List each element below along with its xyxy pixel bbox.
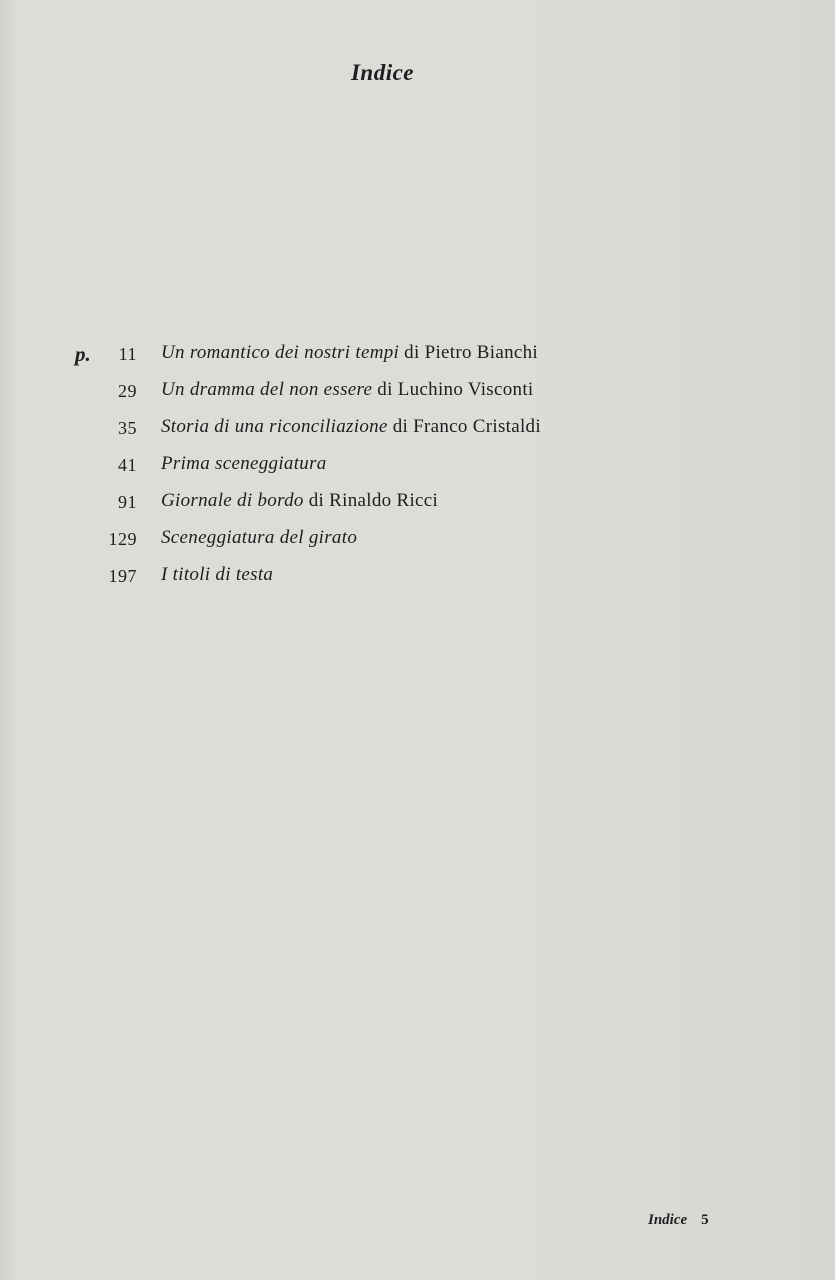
toc-entry-title: Storia di una riconciliazione	[161, 416, 388, 437]
toc-entry-text	[161, 416, 541, 438]
page-title: Indice	[350, 60, 415, 85]
toc-entry-title: Un romantico dei nostri tempi	[161, 342, 400, 363]
running-footer-title: Indice	[648, 1212, 688, 1228]
toc-page-number: 41	[118, 455, 137, 475]
toc-entry-author: di Luchino Visconti	[372, 379, 534, 400]
toc-entry-text	[161, 379, 534, 401]
toc-page-number: 129	[108, 529, 137, 549]
page-prefix: p.	[75, 342, 91, 366]
page-number: 5	[701, 1212, 709, 1228]
page-footer	[648, 1212, 709, 1229]
toc-entry-author: di Pietro Bianchi	[399, 342, 539, 363]
toc-entry-text	[161, 342, 538, 364]
toc-page-number: 197	[108, 566, 137, 586]
toc-entry-text	[161, 453, 327, 475]
toc-entry-title: Un dramma del non essere	[161, 379, 373, 400]
toc-entry-title: I titoli di testa	[161, 564, 274, 585]
toc-page-number: 11	[118, 344, 137, 364]
toc-page-number: 29	[118, 381, 137, 401]
toc-page-number: 35	[118, 418, 137, 438]
toc-entry-text	[161, 527, 357, 549]
toc-entry-author: di Rinaldo Ricci	[303, 490, 439, 511]
toc-page-number: 91	[118, 492, 137, 512]
toc-entry-text	[161, 564, 273, 586]
toc-entry-text	[161, 490, 438, 512]
toc-entry-title: Prima sceneggiatura	[161, 453, 327, 474]
toc-entry-title: Sceneggiatura del girato	[161, 527, 358, 548]
toc-entry-author: di Franco Cristaldi	[387, 416, 541, 437]
toc-entry-title: Giornale di bordo	[161, 490, 304, 511]
